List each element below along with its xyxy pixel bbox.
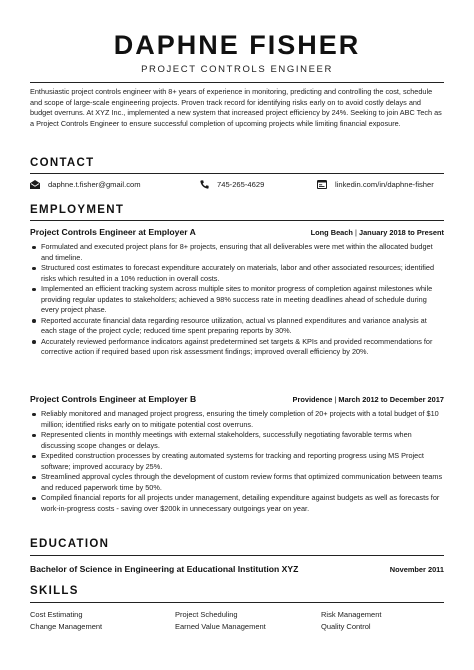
contact-heading: CONTACT (30, 157, 95, 169)
linkedin-text: linkedin.com/in/daphne-fisher (335, 180, 434, 189)
education-heading: EDUCATION (30, 538, 110, 550)
job-dates: March 2012 to December 2017 (338, 395, 444, 404)
education-divider (30, 555, 444, 556)
skill-item: Change Management (30, 621, 103, 631)
job-location-dates: Long Beach | January 2018 to Present (310, 228, 444, 237)
skill-item: Project Scheduling (175, 610, 238, 619)
contact-email[interactable] (30, 180, 141, 189)
list-item: Accurately reviewed performance indicators against predetermined set targets & KPIs and provided recommendations for corrective action if required based upon risk assessment findings; improved overall efficiency by 20%. (30, 337, 444, 358)
employment-heading: EMPLOYMENT (30, 204, 125, 216)
list-item: Compiled financial reports for all projects under management, detailing expenditure against budgets as well as forecasts for work-in-progress costs - saving over $200k in unnecessary outgoings year on year. (30, 493, 444, 514)
list-item: Expedited construction processes by creating automated systems for tracking and reporting progress using MS Project software; improved accuracy by 25%. (30, 451, 444, 472)
contact-linkedin[interactable] (317, 180, 434, 189)
candidate-name: DAPHNE FISHER (113, 30, 361, 60)
skills-column (321, 609, 381, 632)
skill-item: Cost Estimating (30, 610, 83, 619)
skill-item: Earned Value Management (175, 621, 266, 631)
job-role: Project Controls Engineer at Employer B (30, 394, 197, 404)
education-degree: Bachelor of Science in Engineering at Educational Institution XYZ (30, 564, 299, 574)
job-role: Project Controls Engineer at Employer A (30, 227, 196, 237)
skills-column (30, 609, 102, 632)
job-entry (30, 394, 444, 514)
envelope-icon (30, 180, 40, 189)
job-entry (30, 227, 444, 358)
employment-divider (30, 220, 444, 221)
phone-icon (200, 180, 209, 189)
phone-text: 745-265-4629 (217, 180, 265, 189)
contact-row (30, 180, 444, 192)
skills-column (175, 609, 266, 632)
education-date: November 2011 (389, 565, 444, 574)
contact-divider (30, 173, 444, 174)
job-bullets (30, 242, 444, 358)
header-divider (30, 82, 444, 83)
skill-item: Quality Control (321, 621, 371, 631)
skills-heading: SKILLS (30, 585, 79, 597)
card-icon (317, 180, 327, 189)
job-bullets (30, 409, 444, 514)
email-text: daphne.t.fisher@gmail.com (48, 180, 141, 189)
list-item: Implemented an efficient tracking system across multiple sites to monitor progress of completion against milestones while providing regular updates to stakeholders; achieved a 98% success rate in meeting deadlines ahead of schedule during every project phase. (30, 284, 444, 316)
list-item: Reported accurate financial data regarding resource utilization, actual vs planned expenditures and variance analysis at each stage of the project cycle; reduced time spent preparing reports by 30%. (30, 316, 444, 337)
list-item: Streamlined approval cycles through the development of custom review forms that optimized communication between teams and reduced paperwork time by 50%. (30, 472, 444, 493)
job-location: Providence (292, 395, 333, 404)
job-location: Long Beach (310, 228, 353, 237)
job-dates: January 2018 to Present (358, 228, 444, 237)
list-item: Reliably monitored and managed project progress, ensuring the timely completion of 20+ projects with a total budget of $10 million; identified risks early on to mitigate potential cost overruns. (30, 409, 444, 430)
contact-phone[interactable] (200, 180, 264, 189)
candidate-title: PROJECT CONTROLS ENGINEER (141, 64, 333, 75)
summary-paragraph: Enthusiastic project controls engineer with 8+ years of experience in monitoring, predicting and controlling the cost, schedule and scope of large-scale engineering projects. Proven track record for identifying risks early on to avoid costly delays and budget overruns. At XYZ Inc., implemented a new system that increased project efficiency by 24%. Seeking to join ABC Tech as a Project Controls Engineer to ensure successful completion of upcoming projects while limiting financial exposure. (30, 87, 442, 129)
list-item: Represented clients in monthly meetings with external stakeholders, successfully negotiating favorable terms when discussing scope changes or delays. (30, 430, 444, 451)
list-item: Formulated and executed project plans for 8+ projects, ensuring that all deliverables were met within the allocated budget and timeline. (30, 242, 444, 263)
list-item: Structured cost estimates to forecast expenditure accurately on materials, labor and other associated resources; identified risks which resulted in a 10% reduction in overall costs. (30, 263, 444, 284)
education-entry (30, 564, 444, 576)
job-location-dates: Providence | March 2012 to December 2017 (292, 395, 444, 404)
skill-item: Risk Management (321, 610, 382, 619)
skills-divider (30, 602, 444, 603)
